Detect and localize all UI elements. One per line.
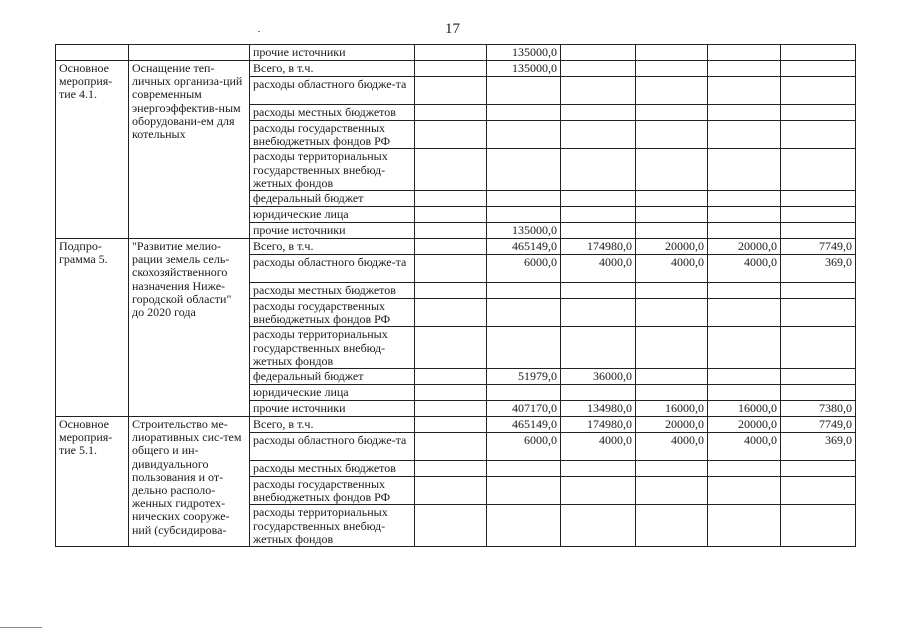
amount-cell	[561, 327, 636, 369]
amount-cell	[708, 461, 781, 477]
amount-cell	[781, 505, 856, 547]
funding-source-cell: расходы местных бюджетов	[250, 283, 415, 299]
amount-cell	[415, 149, 487, 191]
amount-cell	[487, 283, 561, 299]
amount-cell: 134980,0	[561, 401, 636, 417]
amount-cell	[415, 417, 487, 433]
scan-speck	[258, 31, 260, 32]
amount-cell	[415, 61, 487, 77]
funding-source-cell: расходы государственных внебюджетных фондов РФ	[250, 121, 415, 149]
amount-cell	[781, 149, 856, 191]
amount-cell	[561, 61, 636, 77]
amount-cell	[561, 223, 636, 239]
amount-cell	[708, 121, 781, 149]
event-type-cell	[56, 45, 129, 61]
amount-cell	[561, 121, 636, 149]
amount-cell	[708, 77, 781, 105]
amount-cell	[708, 299, 781, 327]
event-name-cell: "Развитие мелио-рации земель сель-скохозяйственного назначения Ниже-городской области" до 2020 года	[129, 239, 250, 417]
amount-cell	[781, 369, 856, 385]
funding-source-cell: юридические лица	[250, 207, 415, 223]
amount-cell	[708, 61, 781, 77]
amount-cell: 369,0	[781, 433, 856, 461]
amount-cell	[561, 77, 636, 105]
amount-cell	[636, 77, 708, 105]
amount-cell	[781, 283, 856, 299]
amount-cell	[708, 327, 781, 369]
amount-cell	[708, 223, 781, 239]
amount-cell: 36000,0	[561, 369, 636, 385]
event-type-cell: Основное мероприя-тие 4.1.	[56, 61, 129, 239]
amount-cell	[708, 369, 781, 385]
amount-cell	[636, 105, 708, 121]
amount-cell: 16000,0	[636, 401, 708, 417]
amount-cell	[636, 191, 708, 207]
amount-cell: 6000,0	[487, 433, 561, 461]
amount-cell	[636, 283, 708, 299]
amount-cell	[781, 327, 856, 369]
amount-cell	[415, 505, 487, 547]
amount-cell	[561, 505, 636, 547]
amount-cell: 4000,0	[561, 433, 636, 461]
amount-cell	[415, 45, 487, 61]
amount-cell	[708, 149, 781, 191]
amount-cell	[708, 105, 781, 121]
amount-cell: 4000,0	[561, 255, 636, 283]
funding-source-cell: расходы областного бюдже-та	[250, 433, 415, 461]
amount-cell	[487, 207, 561, 223]
amount-cell	[636, 327, 708, 369]
funding-source-cell: расходы государственных внебюджетных фондов РФ	[250, 299, 415, 327]
amount-cell: 369,0	[781, 255, 856, 283]
amount-cell	[415, 385, 487, 401]
amount-cell	[636, 385, 708, 401]
amount-cell	[708, 283, 781, 299]
amount-cell	[561, 191, 636, 207]
amount-cell	[415, 121, 487, 149]
amount-cell	[415, 299, 487, 327]
amount-cell: 20000,0	[636, 417, 708, 433]
funding-source-cell: расходы территориальных государственных внебюд-жетных фондов	[250, 149, 415, 191]
amount-cell: 135000,0	[487, 45, 561, 61]
amount-cell: 7380,0	[781, 401, 856, 417]
amount-cell	[781, 105, 856, 121]
amount-cell	[708, 207, 781, 223]
funding-source-cell: расходы местных бюджетов	[250, 105, 415, 121]
amount-cell	[561, 105, 636, 121]
amount-cell: 7749,0	[781, 417, 856, 433]
amount-cell: 135000,0	[487, 61, 561, 77]
amount-cell	[781, 191, 856, 207]
amount-cell: 20000,0	[636, 239, 708, 255]
amount-cell: 465149,0	[487, 417, 561, 433]
amount-cell: 407170,0	[487, 401, 561, 417]
event-name-cell	[129, 45, 250, 61]
amount-cell	[708, 477, 781, 505]
amount-cell	[636, 207, 708, 223]
funding-source-cell: Всего, в т.ч.	[250, 239, 415, 255]
amount-cell	[636, 45, 708, 61]
funding-source-cell: прочие источники	[250, 45, 415, 61]
funding-source-cell: Всего, в т.ч.	[250, 61, 415, 77]
amount-cell: 7749,0	[781, 239, 856, 255]
funding-source-cell: расходы местных бюджетов	[250, 461, 415, 477]
amount-cell	[561, 283, 636, 299]
amount-cell: 16000,0	[708, 401, 781, 417]
amount-cell	[781, 477, 856, 505]
amount-cell: 20000,0	[708, 239, 781, 255]
amount-cell	[708, 191, 781, 207]
amount-cell	[415, 283, 487, 299]
amount-cell	[415, 105, 487, 121]
amount-cell	[415, 191, 487, 207]
amount-cell	[415, 369, 487, 385]
amount-cell	[487, 327, 561, 369]
amount-cell	[781, 45, 856, 61]
amount-cell	[487, 105, 561, 121]
amount-cell	[487, 461, 561, 477]
amount-cell: 4000,0	[708, 433, 781, 461]
amount-cell: 51979,0	[487, 369, 561, 385]
funding-source-cell: Всего, в т.ч.	[250, 417, 415, 433]
amount-cell	[415, 477, 487, 505]
table-row	[56, 45, 856, 61]
amount-cell: 20000,0	[708, 417, 781, 433]
amount-cell: 4000,0	[636, 433, 708, 461]
table-row	[56, 239, 856, 255]
event-type-cell: Подпро-грамма 5.	[56, 239, 129, 417]
amount-cell	[487, 385, 561, 401]
amount-cell	[561, 461, 636, 477]
amount-cell	[415, 239, 487, 255]
amount-cell	[415, 255, 487, 283]
amount-cell: 465149,0	[487, 239, 561, 255]
amount-cell	[781, 385, 856, 401]
event-name-cell: Строительство ме-лиоративных сис-тем общего и ин-дивидуального пользования и от-дельно располо-женных гидротех-нических сооруже-ний (субсидирова-	[129, 417, 250, 547]
amount-cell	[708, 505, 781, 547]
amount-cell	[781, 461, 856, 477]
amount-cell	[636, 121, 708, 149]
funding-source-cell: расходы областного бюдже-та	[250, 77, 415, 105]
funding-source-cell: расходы областного бюдже-та	[250, 255, 415, 283]
amount-cell: 174980,0	[561, 239, 636, 255]
amount-cell	[636, 461, 708, 477]
amount-cell	[487, 299, 561, 327]
amount-cell	[561, 207, 636, 223]
event-name-cell: Оснащение теп-личных организа-ций современным энергоэффектив-ным оборудовани-ем для котельных	[129, 61, 250, 239]
table-row	[56, 417, 856, 433]
amount-cell	[415, 461, 487, 477]
amount-cell	[781, 61, 856, 77]
table-row	[56, 61, 856, 77]
amount-cell	[561, 299, 636, 327]
funding-source-cell: федеральный бюджет	[250, 191, 415, 207]
event-type-cell: Основное мероприя-тие 5.1.	[56, 417, 129, 547]
funding-source-cell: юридические лица	[250, 385, 415, 401]
amount-cell	[415, 433, 487, 461]
amount-cell	[561, 477, 636, 505]
amount-cell	[636, 505, 708, 547]
amount-cell	[781, 299, 856, 327]
amount-cell	[561, 45, 636, 61]
amount-cell	[636, 223, 708, 239]
amount-cell	[708, 45, 781, 61]
funding-source-cell: прочие источники	[250, 401, 415, 417]
scan-edge-line	[0, 627, 42, 628]
amount-cell	[487, 505, 561, 547]
amount-cell	[415, 207, 487, 223]
amount-cell	[487, 77, 561, 105]
amount-cell	[561, 149, 636, 191]
amount-cell	[636, 477, 708, 505]
amount-cell: 174980,0	[561, 417, 636, 433]
amount-cell	[636, 369, 708, 385]
amount-cell: 4000,0	[708, 255, 781, 283]
funding-source-cell: федеральный бюджет	[250, 369, 415, 385]
funding-source-cell: расходы государственных внебюджетных фондов РФ	[250, 477, 415, 505]
amount-cell	[636, 299, 708, 327]
budget-table	[55, 44, 856, 547]
amount-cell: 4000,0	[636, 255, 708, 283]
amount-cell: 6000,0	[487, 255, 561, 283]
amount-cell	[636, 61, 708, 77]
amount-cell	[487, 121, 561, 149]
amount-cell	[781, 77, 856, 105]
funding-source-cell: прочие источники	[250, 223, 415, 239]
amount-cell	[415, 77, 487, 105]
amount-cell	[415, 401, 487, 417]
amount-cell	[636, 149, 708, 191]
amount-cell	[415, 327, 487, 369]
amount-cell	[781, 223, 856, 239]
funding-source-cell: расходы территориальных государственных внебюд-жетных фондов	[250, 505, 415, 547]
amount-cell	[487, 191, 561, 207]
page-number: 17	[445, 21, 460, 37]
funding-source-cell: расходы территориальных государственных внебюд-жетных фондов	[250, 327, 415, 369]
amount-cell	[781, 121, 856, 149]
budget-table-body	[56, 45, 856, 547]
amount-cell	[561, 385, 636, 401]
amount-cell	[487, 149, 561, 191]
amount-cell	[487, 477, 561, 505]
amount-cell	[415, 223, 487, 239]
amount-cell	[781, 207, 856, 223]
amount-cell	[708, 385, 781, 401]
amount-cell: 135000,0	[487, 223, 561, 239]
